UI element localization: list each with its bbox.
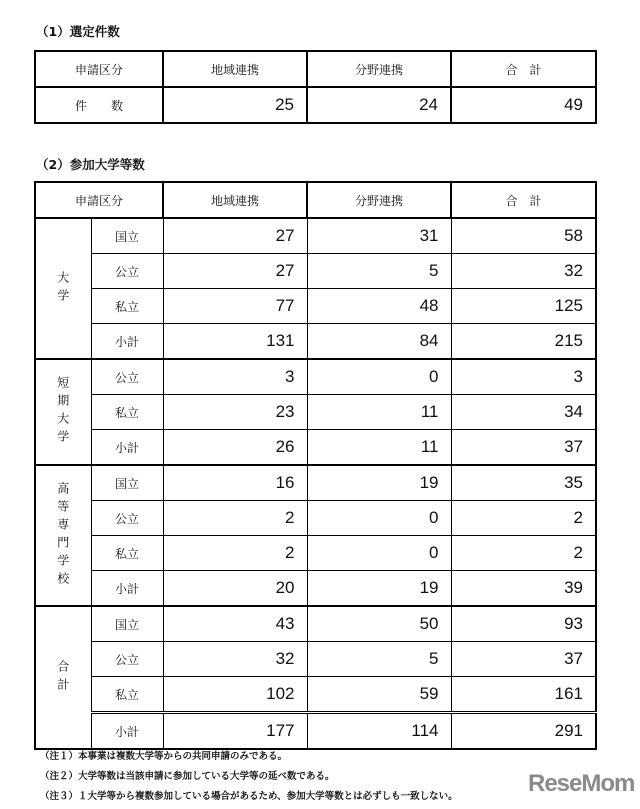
table-row xyxy=(35,571,596,607)
table-row xyxy=(35,465,596,501)
row-label: 私立 xyxy=(91,395,163,430)
row-label: 小計 xyxy=(91,430,163,466)
value-cell: 39 xyxy=(451,571,596,607)
value-cell: 2 xyxy=(451,501,596,536)
value-cell: 19 xyxy=(307,465,451,501)
value-cell: 2 xyxy=(451,536,596,571)
value-cell: 19 xyxy=(307,571,451,607)
table-row xyxy=(35,430,596,466)
table-header-row xyxy=(35,51,596,87)
note-2: （注２）大学等数は当該申請に参加している大学等の延べ数である。 xyxy=(40,771,335,782)
value-cell: 35 xyxy=(451,465,596,501)
value-cell: 93 xyxy=(451,606,596,642)
value-cell: 37 xyxy=(451,430,596,466)
note-3: （注３）１大学等から複数参加している場合があるため、参加大学等数とは必ずしも一致しない。 xyxy=(40,791,458,802)
row-label: 国立 xyxy=(91,218,163,254)
value-cell: 20 xyxy=(163,571,307,607)
value-cell: 23 xyxy=(163,395,307,430)
value-cell: 59 xyxy=(307,677,451,713)
table-row xyxy=(35,218,596,254)
table-row xyxy=(35,501,596,536)
value-cell: 27 xyxy=(163,254,307,289)
value-cell: 0 xyxy=(307,536,451,571)
header-cell: 地域連携 xyxy=(163,51,307,87)
value-cell: 125 xyxy=(451,289,596,324)
value-cell: 43 xyxy=(163,606,307,642)
row-label: 国立 xyxy=(91,465,163,501)
value-cell: 27 xyxy=(163,218,307,254)
value-cell: 5 xyxy=(307,642,451,677)
value-cell: 5 xyxy=(307,254,451,289)
note-1: （注１）本事業は複数大学等からの共同申請のみである。 xyxy=(40,751,288,762)
table-row xyxy=(35,536,596,571)
value-cell: 24 xyxy=(307,87,451,123)
value-cell: 161 xyxy=(451,677,596,713)
table-row xyxy=(35,677,596,713)
row-label: 公立 xyxy=(91,642,163,677)
value-cell: 49 xyxy=(451,87,596,123)
value-cell: 32 xyxy=(451,254,596,289)
value-cell: 291 xyxy=(451,713,596,750)
value-cell: 32 xyxy=(163,642,307,677)
value-cell: 25 xyxy=(163,87,307,123)
value-cell: 3 xyxy=(163,359,307,395)
value-cell: 77 xyxy=(163,289,307,324)
row-label: 公立 xyxy=(91,359,163,395)
row-label: 小計 xyxy=(91,571,163,607)
group-label: 合計 xyxy=(35,606,91,749)
section1-title: （1）選定件数 xyxy=(36,24,120,39)
value-cell: 34 xyxy=(451,395,596,430)
row-label: 私立 xyxy=(91,536,163,571)
row-label: 公立 xyxy=(91,501,163,536)
table-row xyxy=(35,289,596,324)
header-cell: 申請区分 xyxy=(35,51,163,87)
participating-institutions-table xyxy=(34,181,597,750)
value-cell: 31 xyxy=(307,218,451,254)
group-label: 高等専門学校 xyxy=(35,465,91,606)
value-cell: 11 xyxy=(307,430,451,466)
value-cell: 11 xyxy=(307,395,451,430)
header-cell: 合 計 xyxy=(451,51,596,87)
header-cell: 分野連携 xyxy=(307,182,451,218)
value-cell: 2 xyxy=(163,536,307,571)
table-row xyxy=(35,713,596,750)
header-cell: 申請区分 xyxy=(35,182,163,218)
group-label: 短期大学 xyxy=(35,359,91,465)
value-cell: 0 xyxy=(307,501,451,536)
table-row xyxy=(35,606,596,642)
table-row xyxy=(35,324,596,360)
resemom-logo: ReseMom xyxy=(528,770,635,797)
row-label: 小計 xyxy=(91,324,163,360)
table-row xyxy=(35,395,596,430)
value-cell: 37 xyxy=(451,642,596,677)
row-label: 公立 xyxy=(91,254,163,289)
value-cell: 177 xyxy=(163,713,307,750)
value-cell: 131 xyxy=(163,324,307,360)
table-row xyxy=(35,87,596,123)
value-cell: 58 xyxy=(451,218,596,254)
row-label: 件 数 xyxy=(35,87,163,123)
value-cell: 0 xyxy=(307,359,451,395)
section2-title: （2）参加大学等数 xyxy=(36,157,145,172)
value-cell: 50 xyxy=(307,606,451,642)
value-cell: 48 xyxy=(307,289,451,324)
value-cell: 84 xyxy=(307,324,451,360)
header-cell: 地域連携 xyxy=(163,182,307,218)
row-label: 私立 xyxy=(91,289,163,324)
selection-count-table xyxy=(34,50,597,124)
table-header-row xyxy=(35,182,596,218)
value-cell: 215 xyxy=(451,324,596,360)
row-label: 私立 xyxy=(91,677,163,713)
header-cell: 合 計 xyxy=(451,182,596,218)
table-row xyxy=(35,642,596,677)
value-cell: 102 xyxy=(163,677,307,713)
table-row xyxy=(35,254,596,289)
value-cell: 3 xyxy=(451,359,596,395)
value-cell: 16 xyxy=(163,465,307,501)
table-row xyxy=(35,359,596,395)
value-cell: 26 xyxy=(163,430,307,466)
value-cell: 2 xyxy=(163,501,307,536)
row-label: 小計 xyxy=(91,713,163,750)
value-cell: 114 xyxy=(307,713,451,750)
header-cell: 分野連携 xyxy=(307,51,451,87)
row-label: 国立 xyxy=(91,606,163,642)
group-label: 大学 xyxy=(35,218,91,359)
